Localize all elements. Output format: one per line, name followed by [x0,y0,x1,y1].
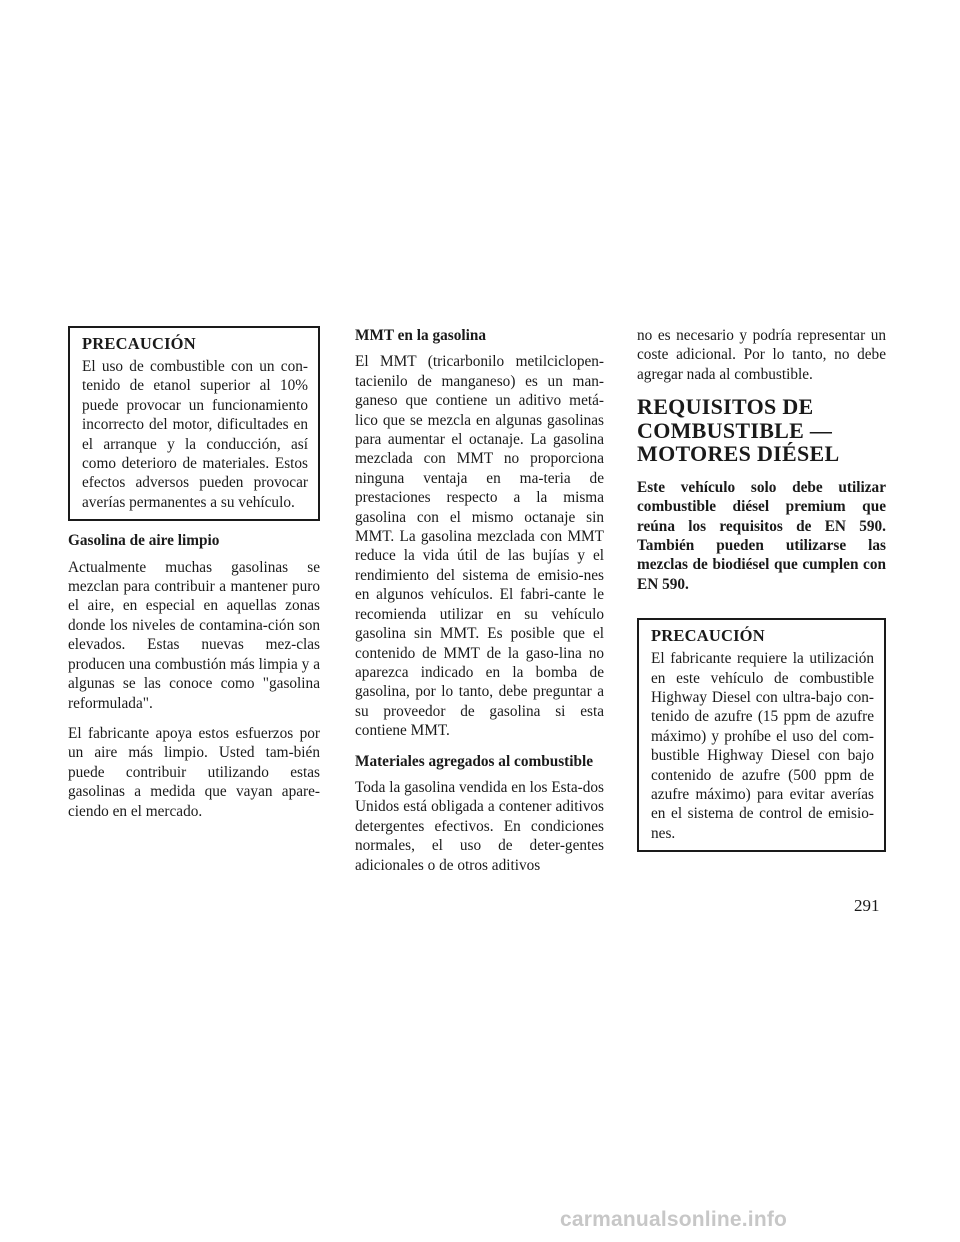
paragraph: no es necesario y podría representar un coste adicional. Por lo tanto, no debe agregar nada al combustible. [637,327,886,383]
section-heading-added-materials: Materiales agregados al combustible [355,752,594,770]
bold-paragraph: Este vehículo solo debe utilizar combustible diésel premium que reúna los requisitos de EN 590. También pueden utilizarse las mezclas de biodiésel que cumplen con EN 590. [637,478,886,593]
paragraph: Toda la gasolina vendida en los Esta-dos Unidos está obligada a contener aditivos detergentes efectivos. En condiciones normales, el uso de deter-gentes adicionales o de otros aditivos [355,778,604,874]
caution-text: El fabricante requiere la utilización en este vehículo de combustible Highway Diesel con ultra-bajo con-tenido de azufre (15 ppm de azufre máximo) y prohíbe el uso del com-bustible Highway Diesel con bajo contenido de azufre (500 ppm de azufre máximo) para evitar averías en el sistema de control de emisio-nes. [651,650,874,842]
caution-box [68,326,320,521]
paragraph: El MMT (tricarbonilo metilciclopen-tacienilo de manganeso) es un man-ganeso que contiene un aditivo metá-lico que se mezcla en algunas gasolinas para aumentar el octanaje. La gasolina mezclada con MMT no proporciona ninguna ventaja en ma-teria de prestaciones respecto a la misma gasolina con el mismo octanaje sin MMT. La gasolina mezclada con MMT reduce la vida útil de las bujías y el rendimiento del sistema de emisio-nes en algunos vehículos. El fabri-cante le recomienda utilizar en su vehículo gasolina sin MMT. Es posible que el contenido de MMT de la gaso-lina no aparezca indicado en la bomba de gasolina, por lo tanto, debe preguntar a su proveedor de gasolina si esta contiene MMT. [355,353,604,740]
caution-box [637,618,886,852]
paragraph: El fabricante apoya estos esfuerzos por un aire más limpio. Usted tam-bién puede contribuir utilizando estas gasolinas a medida que vayan apare-ciendo en el mercado. [68,724,320,820]
section-title-diesel-requirements: REQUISITOS DE COMBUSTIBLE — MOTORES DIÉSEL [637,394,840,467]
paragraph: Actualmente muchas gasolinas se mezclan para contribuir a mantener puro el aire, en especial en aquellas zonas donde los niveles de contamina-ción son elevados. Estas nuevas mez-clas producen una combustión más limpia y a algunas se las conoce como "gasolina reformulada". [68,558,320,712]
column-right [637,326,886,862]
page-number: 291 [854,896,880,915]
watermark: carmanualsonline.info [560,1208,788,1231]
caution-text: El uso de combustible con un con-tenido de etanol superior al 10% puede provocar un funcionamiento incorrecto del motor, dificultades en el arranque y la conducción, así como deterioro de materiales. Estos efectos adversos pueden provocar averías permanentes a su vehículo. [82,358,308,511]
section-heading-clean-air-gasoline: Gasolina de aire limpio [68,532,220,550]
column-left [68,326,320,832]
section-heading-mmt: MMT en la gasolina [355,327,487,344]
column-middle [355,326,604,886]
caution-title: PRECAUCIÓN [651,626,765,646]
caution-title: PRECAUCIÓN [82,334,196,353]
